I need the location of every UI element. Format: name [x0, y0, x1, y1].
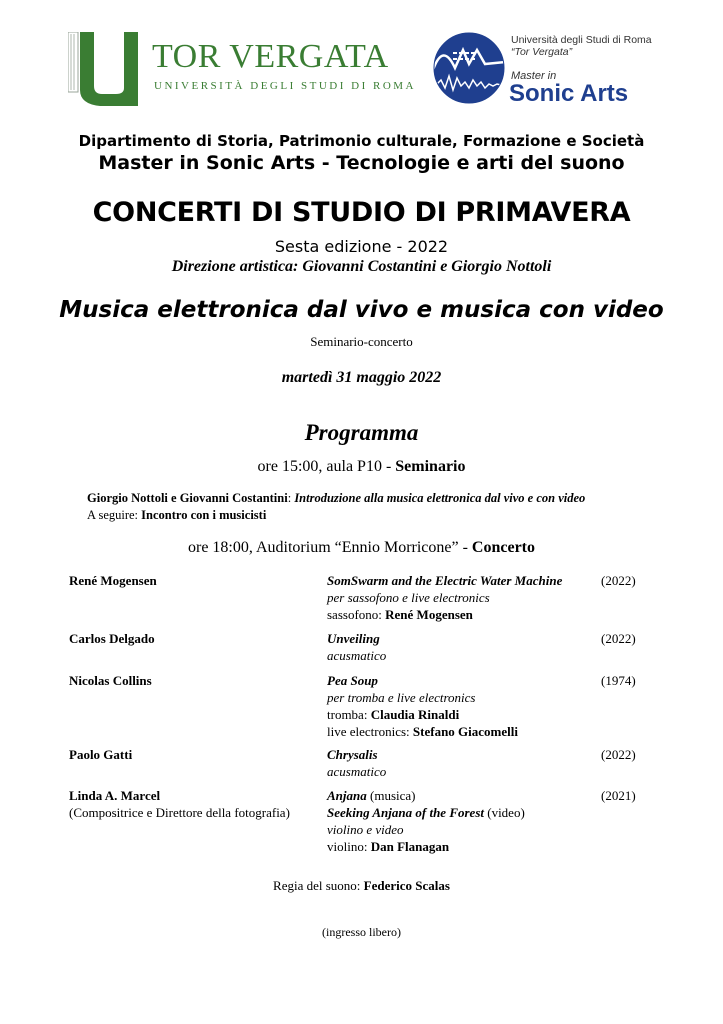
piece-instrumentation: per sassofono e live electronics [327, 590, 490, 605]
follow-prefix: A seguire: [87, 508, 142, 522]
concert-label: Concerto [471, 539, 536, 556]
sound-direction-prefix: Regia del suono: [273, 878, 364, 893]
piece-instrumentation: violino e video [327, 822, 404, 837]
tor-vergata-emblem-icon [68, 32, 138, 108]
sonic-arts-master-label: Master in [511, 70, 557, 82]
piece-title: Unveiling [327, 631, 380, 646]
sonic-arts-title: Sonic Arts [509, 80, 629, 107]
event-type: Seminario-concerto [310, 334, 413, 349]
sonic-arts-logo [433, 32, 663, 112]
artistic-direction: Direzione artistica: Giovanni Costantini e Giorgio Nottoli [171, 258, 552, 275]
piece-year: (2021) [601, 788, 636, 803]
seminar-separator: : [287, 491, 295, 505]
piece-title-main: Anjana [327, 788, 367, 803]
piece-instrumentation: acusmatico [327, 648, 387, 663]
admission-note: (ingresso libero) [322, 925, 401, 939]
performer-name: René Mogensen [385, 607, 473, 622]
sound-direction [0, 878, 723, 894]
seminar-line [0, 458, 723, 476]
performer-role: tromba: [327, 707, 371, 722]
department-line: Dipartimento di Storia, Patrimonio culturale, Formazione e Società [78, 132, 645, 150]
seminar-speakers: Giorgio Nottoli e Giovanni Costantini [87, 491, 288, 505]
seminar-topic: Introduzione alla musica elettronica dal vivo e con video [294, 491, 586, 505]
piece-title-2-note: (video) [483, 805, 525, 820]
follow-text: Incontro con i musicisti [141, 508, 267, 522]
event-date: martedì 31 maggio 2022 [281, 369, 442, 386]
composer-name: Linda A. Marcel [69, 788, 161, 803]
sonic-arts-emblem-icon [433, 32, 505, 104]
performer-name: Dan Flanagan [370, 839, 450, 854]
event-subtitle: Musica elettronica dal vivo e musica con video [59, 297, 664, 323]
piece-instrumentation: per tromba e live electronics [327, 690, 476, 705]
piece-title: SomSwarm and the Electric Water Machine [327, 573, 563, 588]
performer-role: sassofono: [327, 607, 386, 622]
composer-name: René Mogensen [69, 573, 157, 588]
piece-title-2 [327, 804, 525, 821]
tor-vergata-subtitle: UNIVERSITÀ DEGLI STUDI DI ROMA [154, 80, 416, 92]
master-line: Master in Sonic Arts - Tecnologie e arti del suono [98, 152, 625, 174]
piece-instrumentation: acusmatico [327, 764, 387, 779]
performer-role: violino: [327, 839, 371, 854]
seminar-intro [87, 491, 585, 506]
sonic-arts-university-quote: “Tor Vergata” [511, 46, 573, 58]
seminar-time-place: ore 15:00, aula P10 - [257, 458, 396, 475]
performer-name: Stefano Giacomelli [412, 724, 518, 739]
tor-vergata-name: TOR VERGATA [152, 38, 389, 75]
tor-vergata-logo [68, 32, 416, 108]
piece-title-note: (musica) [366, 788, 416, 803]
piece-performer [327, 606, 473, 623]
performer-role: live electronics: [327, 724, 413, 739]
piece-title: Chrysalis [327, 747, 378, 762]
program-heading: Programma [304, 420, 419, 445]
edition-line: Sesta edizione - 2022 [274, 237, 449, 256]
composer-name: Paolo Gatti [69, 747, 133, 762]
piece-performer-2 [327, 723, 518, 740]
sound-director: Federico Scalas [363, 878, 450, 893]
piece-year: (2022) [601, 573, 636, 588]
composer-name: Nicolas Collins [69, 673, 152, 688]
piece-performer [327, 706, 459, 723]
page-title: CONCERTI DI STUDIO DI PRIMAVERA [92, 197, 631, 228]
performer-name: Claudia Rinaldi [370, 707, 460, 722]
piece-year: (1974) [601, 673, 636, 688]
piece-year: (2022) [601, 747, 636, 762]
composer-name: Carlos Delgado [69, 631, 155, 646]
seminar-follow [87, 508, 266, 523]
sonic-arts-university: Università degli Studi di Roma [511, 34, 652, 46]
piece-title-secondary: Seeking Anjana of the Forest [327, 805, 484, 820]
seminar-label: Seminario [395, 458, 466, 475]
composer-role: (Compositrice e Direttore della fotografia) [69, 805, 290, 820]
piece-title: Pea Soup [327, 673, 378, 688]
concert-time-place: ore 18:00, Auditorium “Ennio Morricone” - [187, 539, 472, 556]
piece-title [327, 787, 415, 804]
concert-line [0, 539, 723, 557]
piece-year: (2022) [601, 631, 636, 646]
piece-performer [327, 838, 449, 855]
